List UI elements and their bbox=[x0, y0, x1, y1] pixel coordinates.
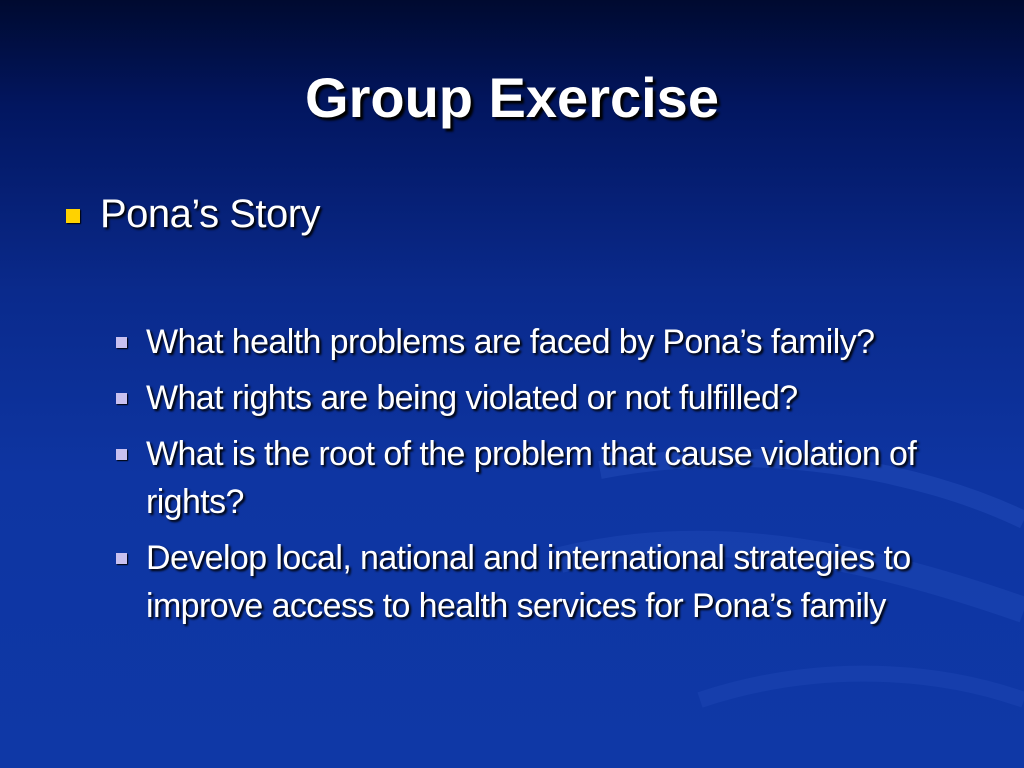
square-bullet-icon bbox=[66, 209, 80, 223]
sub-bullet-item bbox=[110, 318, 980, 366]
sub-bullet-text: What is the root of the problem that cause violation of rights? bbox=[146, 435, 917, 521]
sub-bullet-text: Develop local, national and international strategies to improve access to health services for Pona’s family bbox=[146, 539, 911, 625]
square-bullet-icon bbox=[116, 337, 127, 348]
sub-bullet-list bbox=[110, 318, 980, 638]
main-bullet-item bbox=[60, 188, 320, 240]
square-bullet-icon bbox=[116, 393, 127, 404]
square-bullet-icon bbox=[116, 449, 127, 460]
sub-bullet-item bbox=[110, 430, 980, 526]
sub-bullet-item bbox=[110, 374, 980, 422]
main-bullet-text: Pona’s Story bbox=[100, 192, 321, 236]
sub-bullet-item bbox=[110, 534, 980, 630]
sub-bullet-text: What health problems are faced by Pona’s family? bbox=[146, 323, 875, 361]
square-bullet-icon bbox=[116, 553, 127, 564]
sub-bullet-text: What rights are being violated or not fulfilled? bbox=[146, 379, 798, 417]
slide-title: Group Exercise bbox=[305, 66, 719, 129]
